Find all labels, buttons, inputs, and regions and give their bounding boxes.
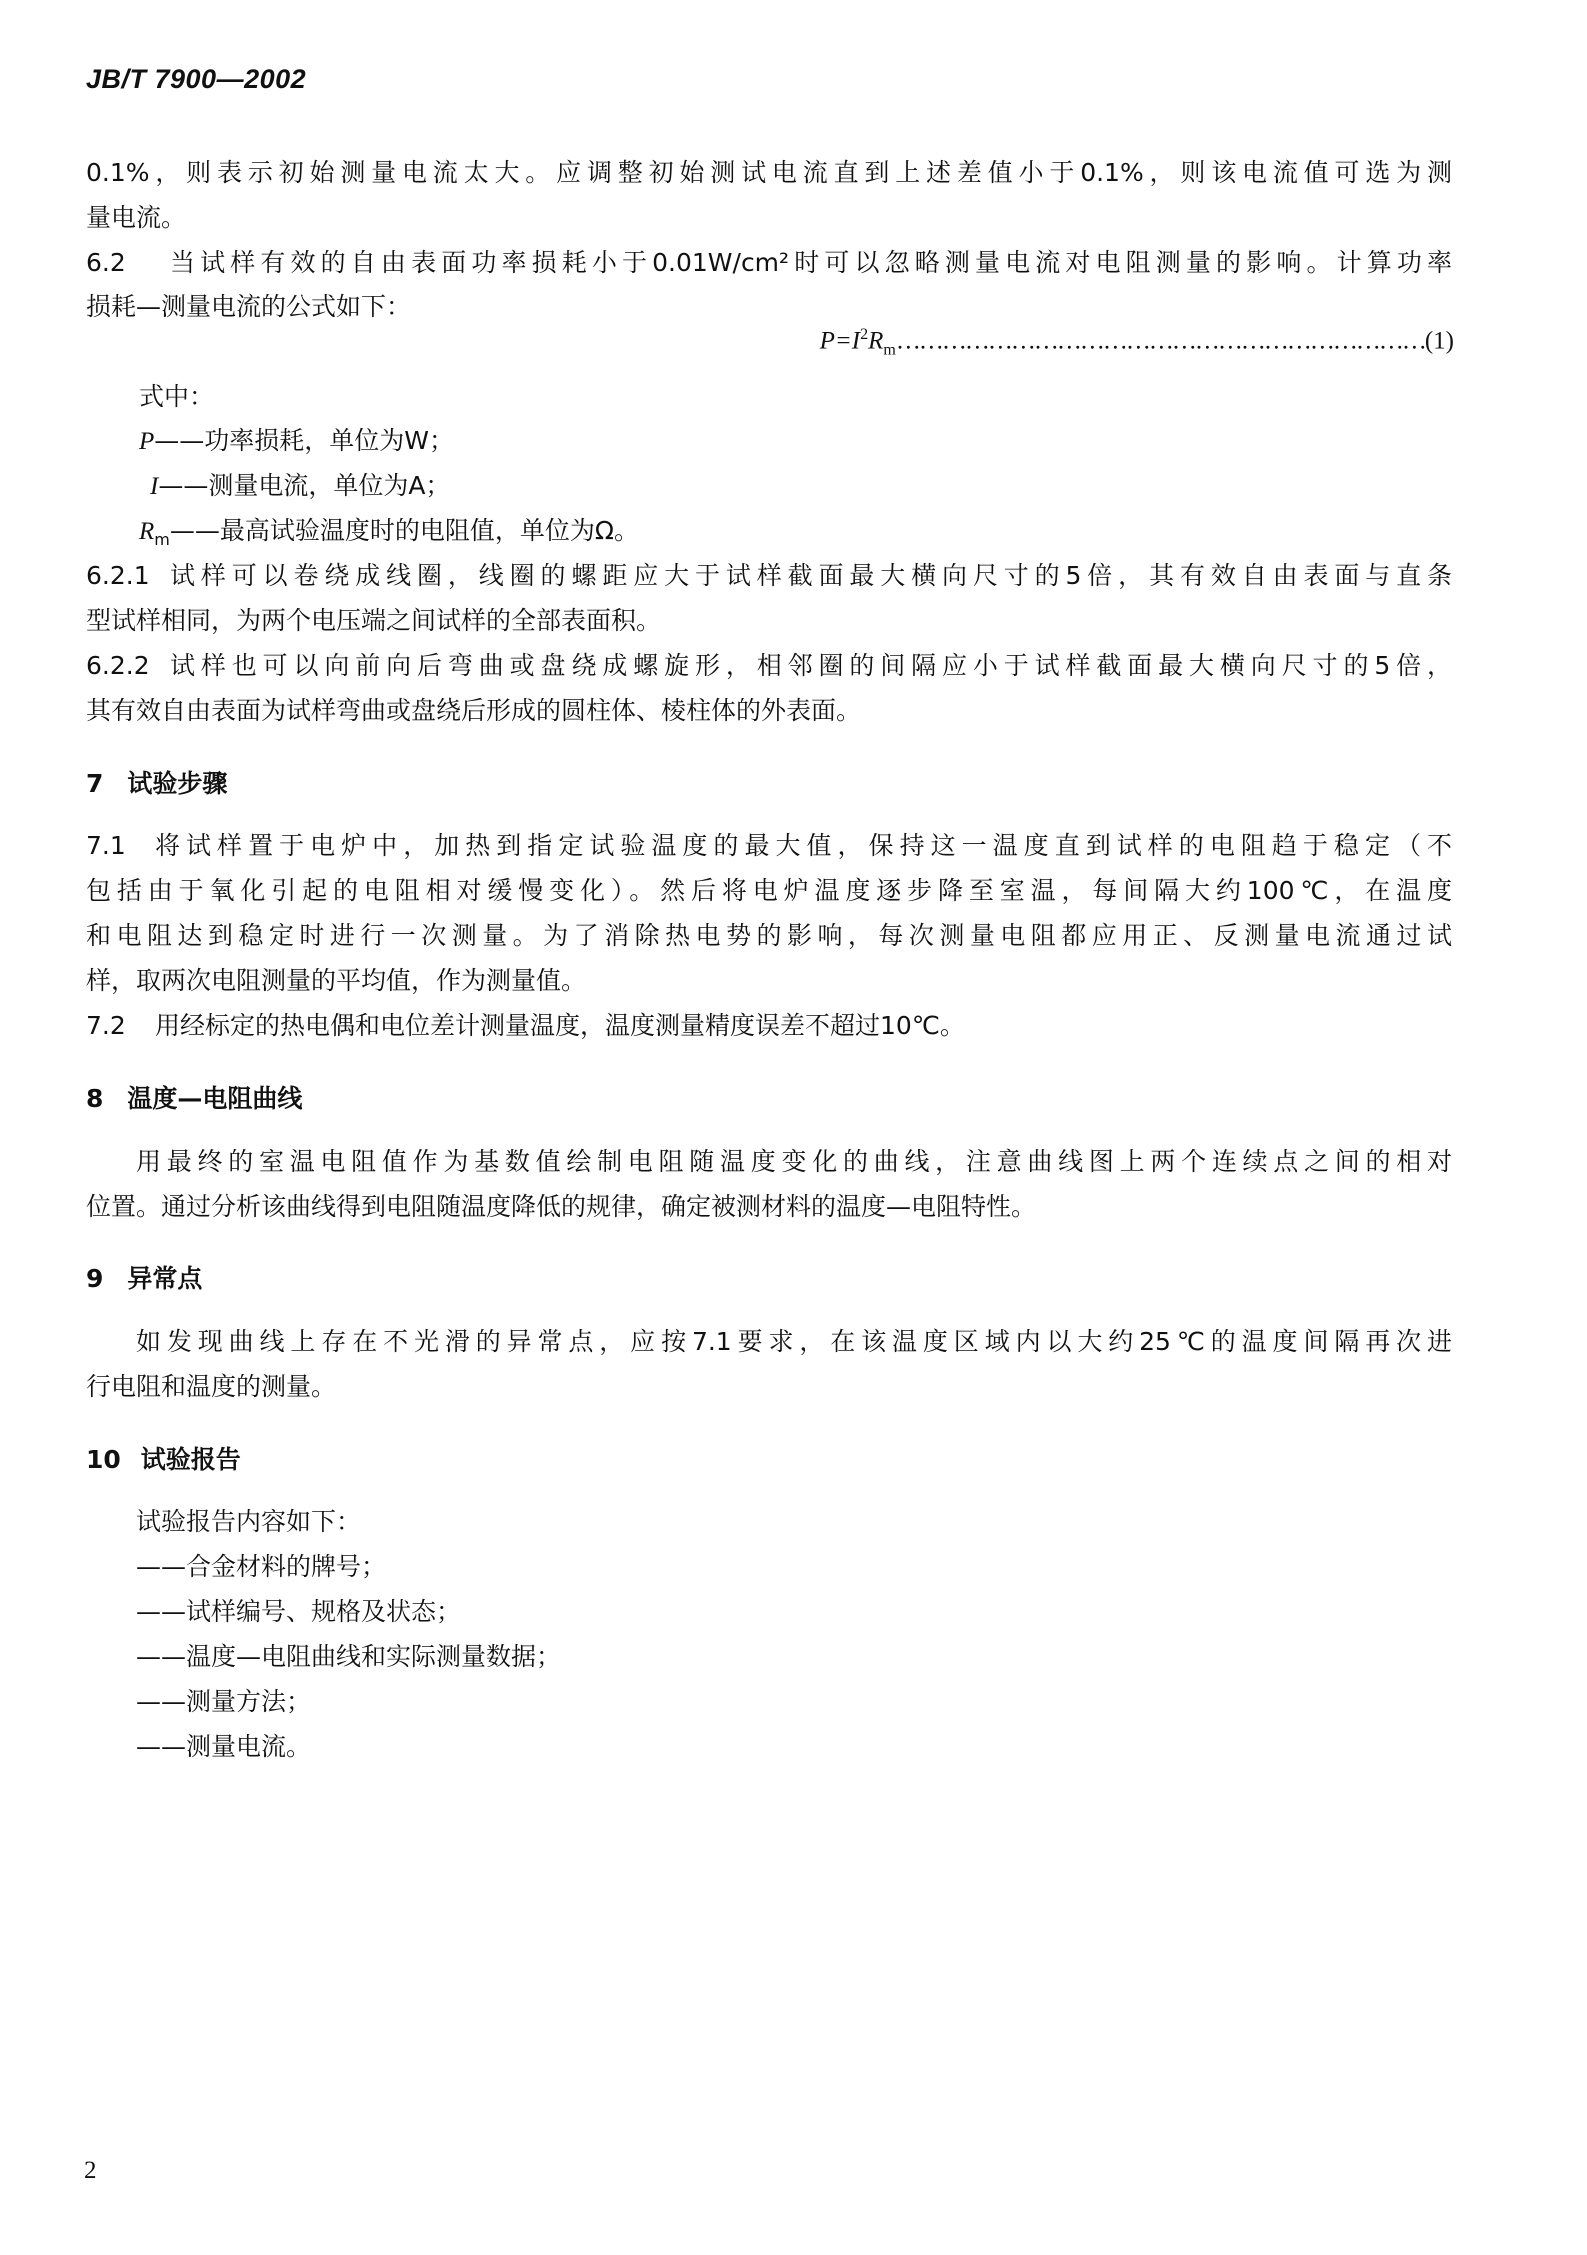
report-item: ——合金材料的牌号； [136, 1552, 387, 1581]
section-7-1-line-2: 包括由于氧化引起的电阻相对缓慢变化）。然后将电炉温度逐步降至室温，每间隔大约100℃，在温度 [86, 876, 1452, 905]
document-id-header: JB/T 7900—2002 [86, 64, 307, 94]
symbol-i: I [150, 473, 159, 500]
page-number: 2 [84, 2157, 97, 2184]
para-6-1-line-2: 量电流。 [86, 203, 187, 232]
section-6-2-number: 6.2 [86, 248, 126, 277]
section-7-1-line-1: 将试样置于电炉中，加热到指定试验温度的最大值，保持这一温度直到试样的电阻趋于稳定（不 [155, 831, 1452, 860]
symbol-p: P [139, 428, 155, 455]
equation-number: (1) [1424, 327, 1454, 355]
section-10-intro: 试验报告内容如下： [136, 1507, 362, 1536]
section-6-2-1-line-2: 型试样相同，为两个电压端之间试样的全部表面积。 [86, 606, 662, 635]
section-7-1-line-3: 和电阻达到稳定时进行一次测量。为了消除热电势的影响，每次测量电阻都应用正、反测量电流通过试 [86, 921, 1452, 950]
section-8-number: 8 [86, 1084, 104, 1113]
section-9-number: 9 [86, 1264, 104, 1293]
para-6-1-line-1: 0.1%，则表示初始测量电流太大。应调整初始测试电流直到上述差值小于0.1%，则该电流值可选为测 [86, 158, 1452, 187]
section-6-2-line-1: 当试样有效的自由表面功率损耗小于0.01W/cm²时可以忽略测量电流对电阻测量的影响。计算功率 [170, 248, 1452, 277]
formula-lhs: P=I [819, 327, 861, 355]
section-7-number: 7 [86, 769, 104, 798]
where-item-rm [139, 514, 639, 557]
section-7-1-line-4: 样，取两次电阻测量的平均值，作为测量值。 [86, 966, 587, 995]
section-7-heading [86, 764, 227, 800]
section-7-2-number: 7.2 [86, 1011, 126, 1040]
formula-power-loss [820, 326, 1454, 359]
section-6-2-1-number: 6.2.1 [86, 561, 150, 590]
where-item-rm-desc: ——最高试验温度时的电阻值，单位为Ω。 [169, 516, 639, 545]
section-7-1-number: 7.1 [86, 831, 126, 860]
symbol-r: R [139, 518, 155, 545]
section-6-2-1-line-1: 试样可以卷绕成线圈，线圈的螺距应大于试样截面最大横向尺寸的5倍，其有效自由表面与直条 [170, 561, 1452, 590]
section-6-2-2-line-1: 试样也可以向前向后弯曲或盘绕成螺旋形，相邻圈的间隔应小于试样截面最大横向尺寸的5倍， [170, 651, 1452, 680]
section-10-title: 试验报告 [140, 1445, 241, 1474]
where-item-i [150, 469, 450, 504]
report-item: ——测量电流。 [136, 1732, 312, 1761]
section-7-2-line-1: 用经标定的热电偶和电位差计测量温度，温度测量精度误差不超过10℃。 [155, 1011, 965, 1040]
section-8-line-2: 位置。通过分析该曲线得到电阻随温度降低的规律，确定被测材料的温度—电阻特性。 [86, 1192, 1037, 1221]
where-label: 式中： [139, 382, 215, 411]
where-item-p [139, 424, 454, 459]
formula-subscript: m [883, 341, 896, 359]
section-7-title: 试验步骤 [127, 769, 228, 798]
section-8-line-1: 用最终的室温电阻值作为基数值绘制电阻随温度变化的曲线，注意曲线图上两个连续点之间的相对 [136, 1147, 1452, 1176]
section-8-title: 温度—电阻曲线 [127, 1084, 303, 1113]
symbol-r-subscript: m [154, 530, 170, 549]
formula-exponent: 2 [860, 326, 869, 343]
formula-r: R [868, 327, 884, 355]
section-9-line-1: 如发现曲线上存在不光滑的异常点，应按7.1要求，在该温度区域内以大约25℃的温度间隔再次进 [136, 1327, 1452, 1356]
where-item-i-desc: ——测量电流，单位为A； [158, 471, 451, 500]
section-6-2-line-2: 损耗—测量电流的公式如下： [86, 292, 412, 321]
report-item: ——测量方法； [136, 1687, 312, 1716]
section-6-2-2-number: 6.2.2 [86, 651, 150, 680]
where-item-p-desc: ——功率损耗，单位为W； [154, 426, 455, 455]
section-9-title: 异常点 [127, 1264, 203, 1293]
section-9-heading [86, 1259, 202, 1295]
section-8-heading [86, 1079, 302, 1115]
formula-leader-dots: …………………………………………………………… [895, 327, 1425, 355]
section-10-heading [86, 1440, 241, 1476]
section-9-line-2: 行电阻和温度的测量。 [86, 1372, 337, 1401]
report-item: ——试样编号、规格及状态； [136, 1597, 462, 1626]
section-10-number: 10 [86, 1445, 121, 1474]
report-item: ——温度—电阻曲线和实际测量数据； [136, 1642, 562, 1671]
section-6-2-2-line-2: 其有效自由表面为试样弯曲或盘绕后形成的圆柱体、棱柱体的外表面。 [86, 696, 862, 725]
